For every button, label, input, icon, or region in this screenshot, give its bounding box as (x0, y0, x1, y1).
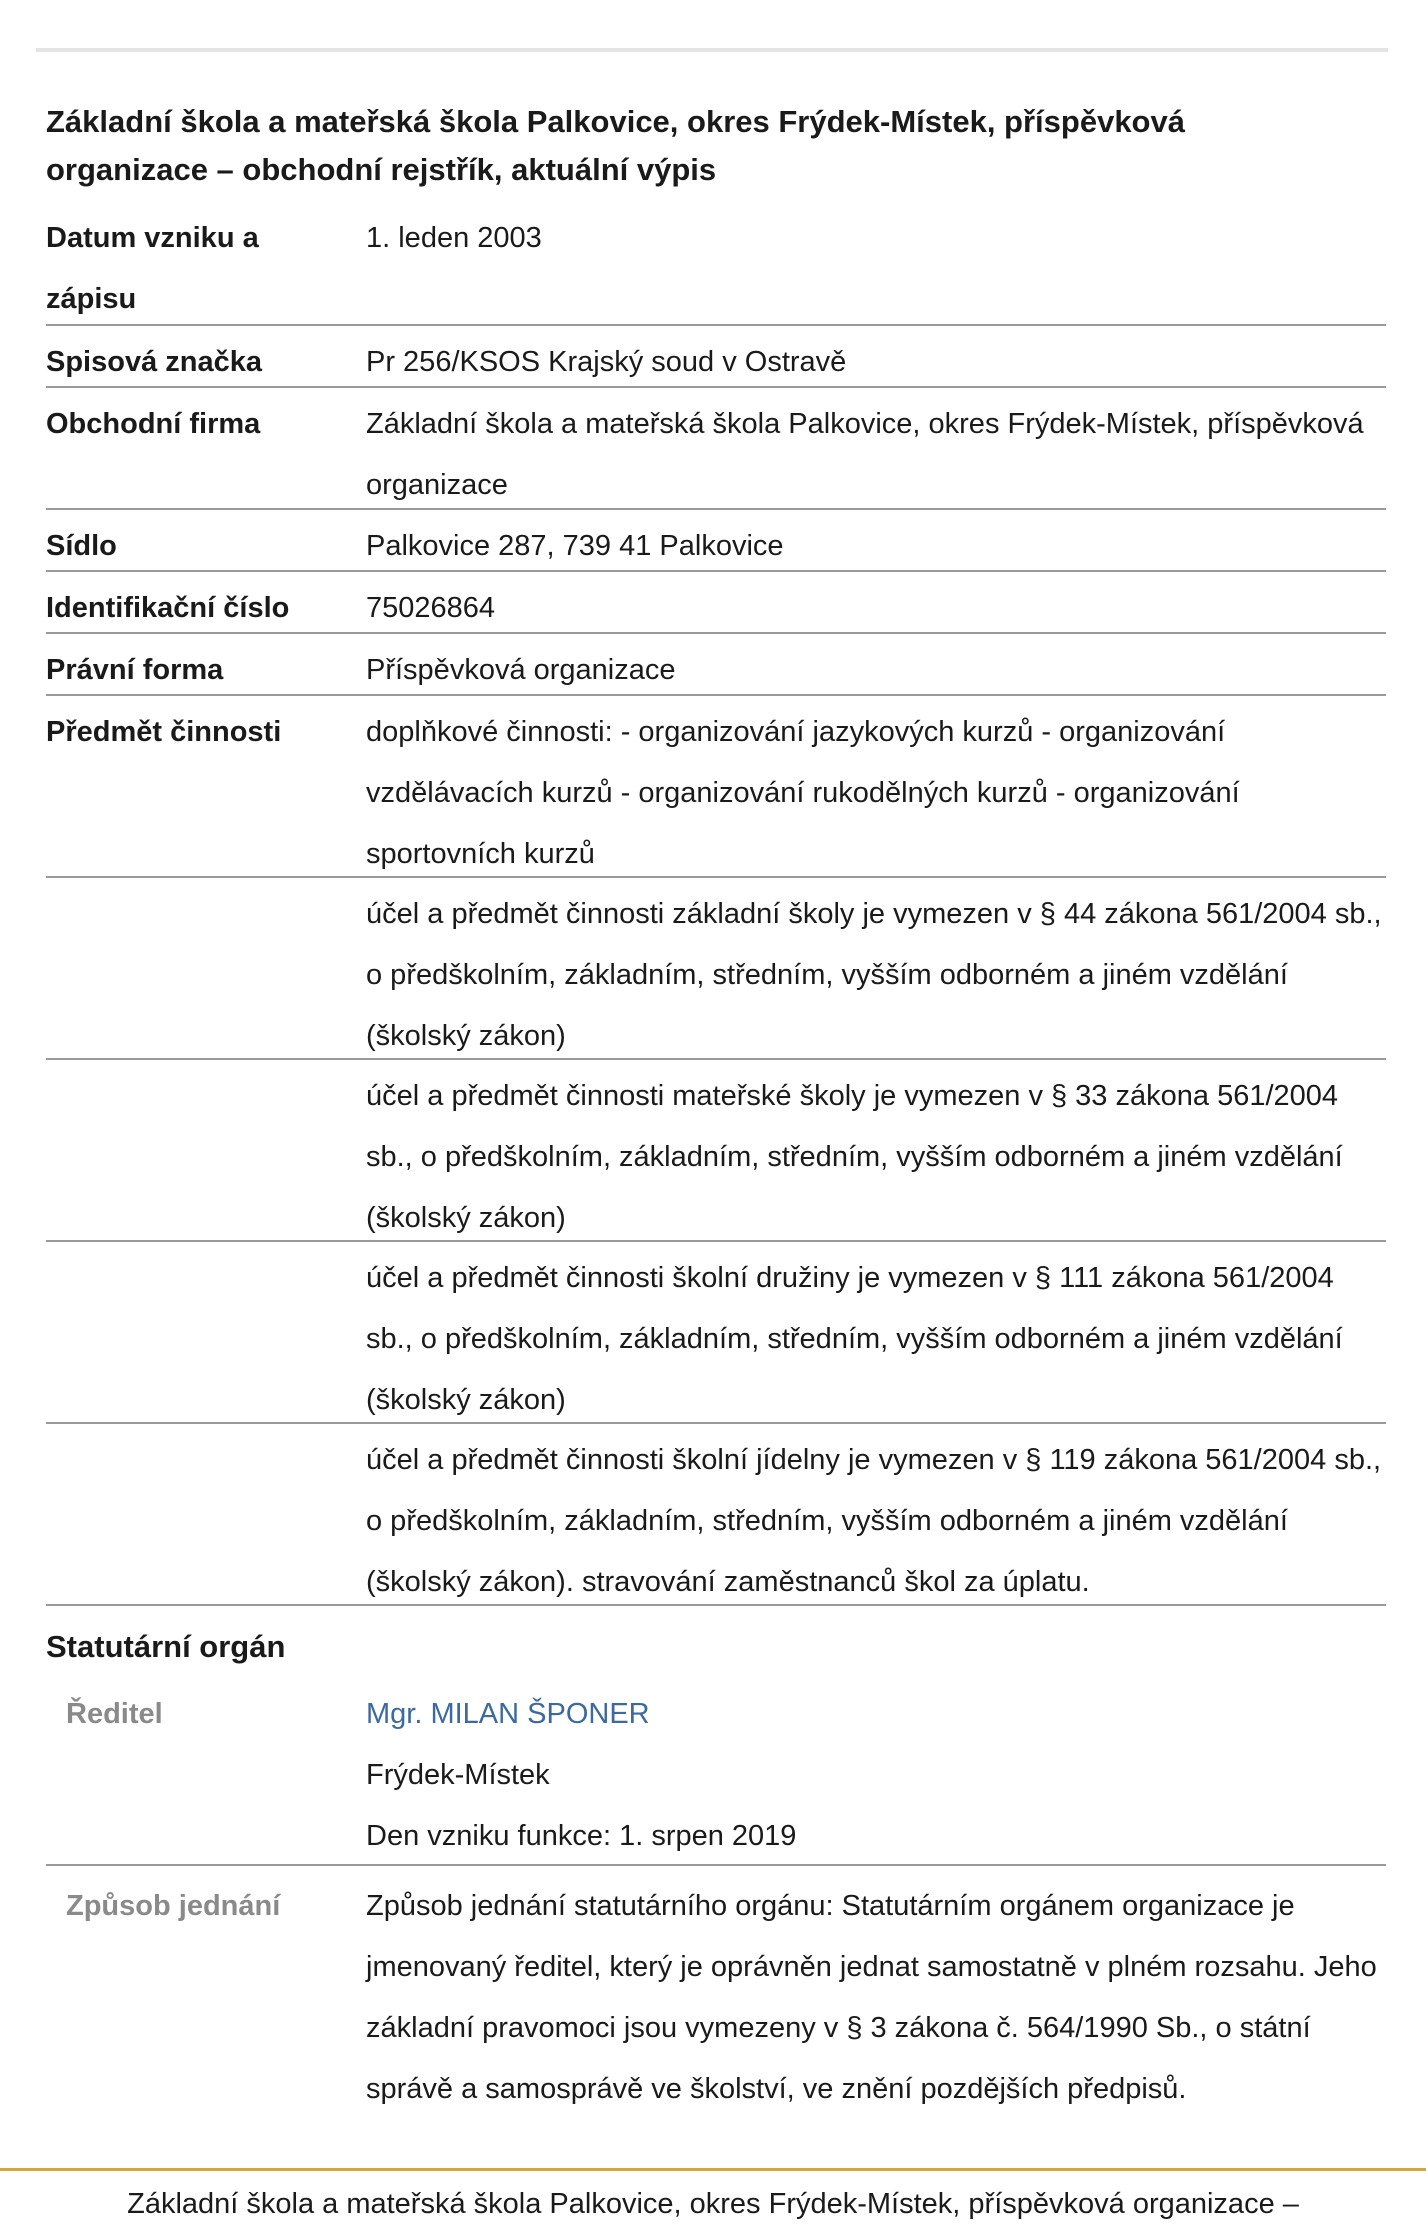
row-label: Způsob jednání (66, 1890, 281, 1922)
director-name-link[interactable]: Mgr. MILAN ŠPONER (366, 1698, 650, 1730)
row-label: Datum vzniku a zápisu (46, 222, 259, 315)
director-city: Frýdek-Místek (366, 1759, 550, 1791)
activity-item: účel a předmět činnosti základní školy je vymezen v § 44 zákona 561/2004 sb., o předškolním, základním, středním, vyšším odborném a jiném vzdělání (školský zákon) (366, 898, 1382, 1052)
row-predmet-cinnosti (46, 696, 1386, 878)
row-label: Obchodní firma (46, 408, 261, 440)
row-predmet-cinnosti-4 (46, 1242, 1386, 1424)
row-value: 1. leden 2003 (366, 222, 542, 254)
activity-item: účel a předmět činnosti školní jídelny je vymezen v § 119 zákona 561/2004 sb., o předškolním, základním, středním, vyšším odborném a jiném vzdělání (školský zákon). stravování zaměstnanců škol za úplatu. (366, 1444, 1382, 1598)
row-predmet-cinnosti-3 (46, 1060, 1386, 1242)
row-zpusob-jednani (46, 1876, 1386, 2136)
footer-text: Základní škola a mateřská škola Palkovice, okres Frýdek-Místek, příspěvková organizace – (127, 2188, 1299, 2220)
row-label: Spisová značka (46, 346, 262, 378)
row-predmet-cinnosti-2 (46, 878, 1386, 1060)
row-obchodni-firma (46, 388, 1386, 510)
row-value: 75026864 (366, 592, 496, 624)
row-label: Právní forma (46, 654, 224, 686)
row-pravni-forma (46, 634, 1386, 696)
activity-item: účel a předmět činnosti mateřské školy je vymezen v § 33 zákona 561/2004 sb., o předškolním, základním, středním, vyšším odborném a jiném vzdělání (školský zákon) (366, 1080, 1343, 1234)
row-identifikacni-cislo (46, 572, 1386, 634)
section-title-statutarni-organ: Statutární orgán (46, 1629, 286, 1664)
row-spisova-znacka (46, 326, 1386, 388)
row-label: Předmět činnosti (46, 716, 282, 748)
row-reditel (46, 1678, 1386, 1866)
row-value: Příspěvková organizace (366, 654, 676, 686)
registry-card (36, 48, 1388, 2128)
row-value: Základní škola a mateřská škola Palkovice, okres Frýdek-Místek, příspěvková organizace (366, 408, 1364, 501)
row-predmet-cinnosti-5 (46, 1424, 1386, 1606)
row-sidlo (46, 510, 1386, 572)
row-value: Pr 256/KSOS Krajský soud v Ostravě (366, 346, 847, 378)
footer-divider (0, 2168, 1426, 2171)
activity-item: účel a předmět činnosti školní družiny je vymezen v § 111 zákona 561/2004 sb., o předškolním, základním, středním, vyšším odborném a jiném vzdělání (školský zákon) (366, 1262, 1343, 1416)
director-block (366, 1684, 1386, 1867)
director-since: Den vzniku funkce: 1. srpen 2019 (366, 1820, 797, 1852)
page-title: Základní škola a mateřská škola Palkovice, okres Frýdek-Místek, příspěvková organizace – obchodní rejstřík, aktuální výpis (46, 104, 1185, 187)
row-datum-vzniku (46, 202, 1386, 326)
row-label: Ředitel (66, 1698, 163, 1730)
row-value: Palkovice 287, 739 41 Palkovice (366, 530, 784, 562)
row-label: Sídlo (46, 530, 117, 562)
row-value: Způsob jednání statutárního orgánu: Statutárním orgánem organizace je jmenovaný ředitel, který je oprávněn jednat samostatně v plném rozsahu. Jeho základní pravomoci jsou vymezeny v § 3 zákona č. 564/1990 Sb., o státní správě a samosprávě ve školství, ve znění pozdějších předpisů. (366, 1890, 1377, 2105)
row-label: Identifikační číslo (46, 592, 290, 624)
activity-item: doplňkové činnosti: - organizování jazykových kurzů - organizování vzdělávacích kurzů - organizování rukodělných kurzů - organizování sportovních kurzů (366, 716, 1240, 870)
